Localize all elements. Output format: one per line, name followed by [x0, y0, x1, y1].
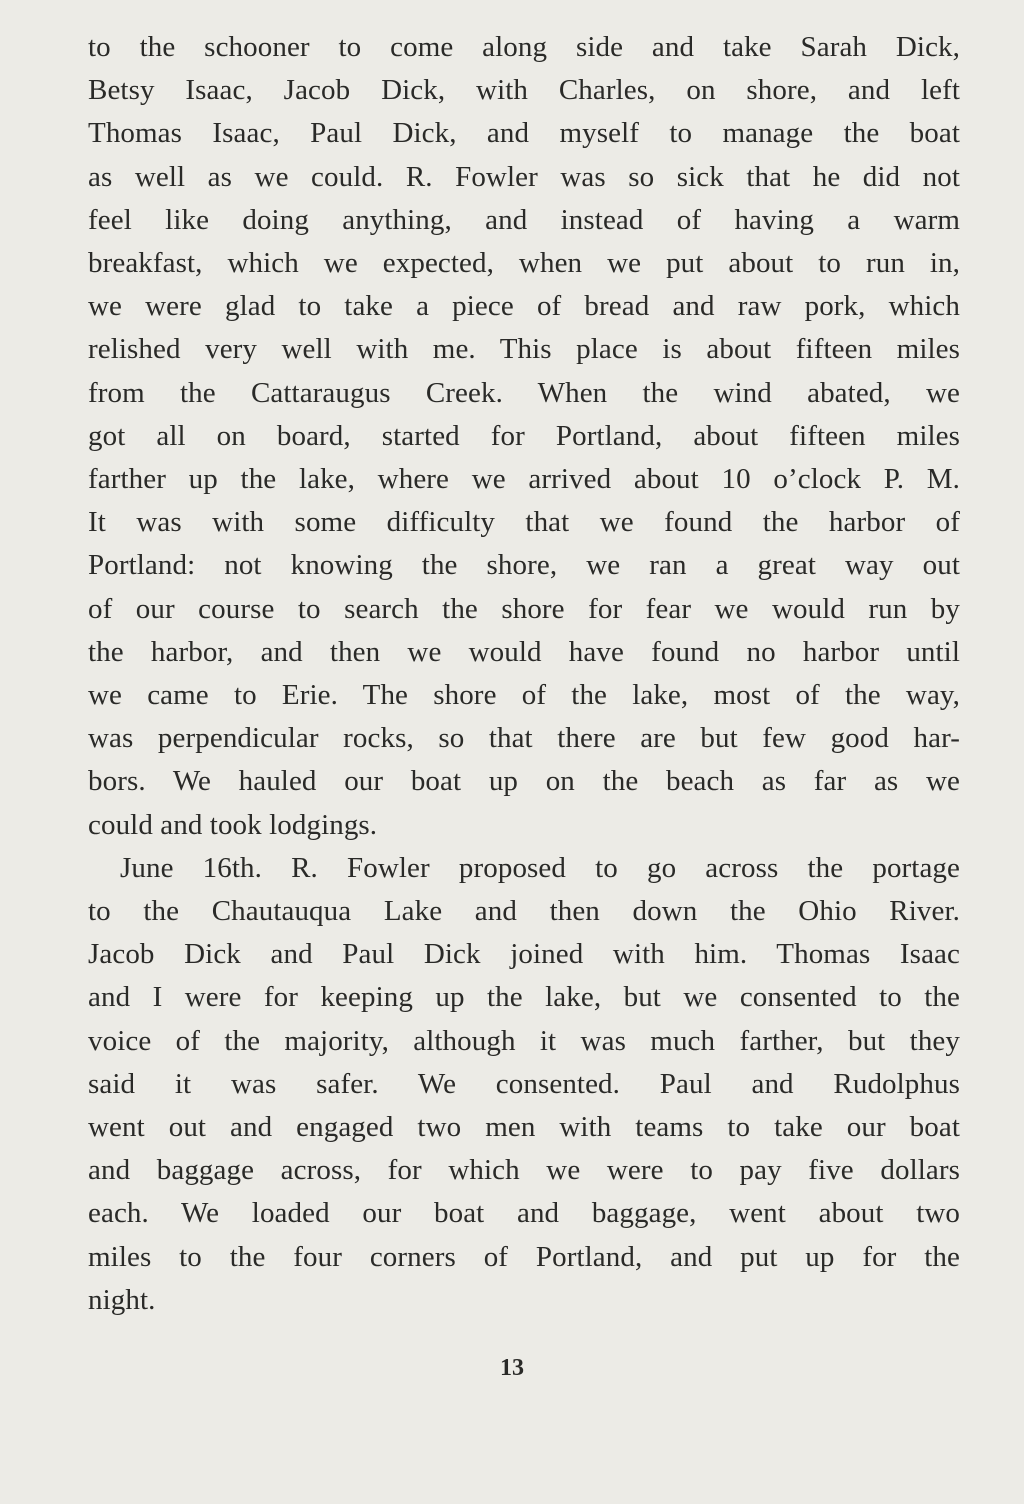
- text-line: and baggage across, for which we were to pay five dollars: [88, 1154, 960, 1187]
- text-line: each. We loaded our boat and baggage, went about two: [88, 1197, 960, 1230]
- text-line: voice of the majority, although it was much farther, but they: [88, 1024, 960, 1057]
- text-line: Thomas Isaac, Paul Dick, and myself to manage the boat: [88, 117, 960, 150]
- text-line: Portland: not knowing the shore, we ran a great way out: [88, 549, 960, 582]
- text-line: bors. We hauled our boat up on the beach as far as we: [88, 765, 960, 798]
- text-line: went out and engaged two men with teams to take our boat: [88, 1111, 960, 1144]
- text-line: we came to Erie. The shore of the lake, most of the way,: [88, 679, 960, 712]
- text-line: relished very well with me. This place is about fifteen miles: [88, 333, 960, 366]
- text-line: as well as we could. R. Fowler was so sick that he did not: [88, 160, 960, 193]
- text-line: the harbor, and then we would have found no harbor until: [88, 635, 960, 668]
- text-line: we were glad to take a piece of bread and raw pork, which: [88, 290, 960, 323]
- text-line: night.: [88, 1283, 156, 1316]
- text-line: to the schooner to come along side and take Sarah Dick,: [88, 31, 960, 63]
- text-line: and I were for keeping up the lake, but we consented to the: [88, 981, 960, 1014]
- text-line: It was with some difficulty that we found the harbor of: [88, 506, 960, 539]
- text-line: to the Chautauqua Lake and then down the Ohio River.: [88, 895, 960, 928]
- text-line: breakfast, which we expected, when we put about to run in,: [88, 247, 960, 280]
- text-line: from the Cattaraugus Creek. When the wind abated, we: [88, 376, 960, 409]
- text-line: was perpendicular rocks, so that there are but few good har-: [88, 722, 960, 755]
- paragraph-2: [88, 847, 960, 1322]
- body-text: [88, 26, 960, 1322]
- text-line: June 16th. R. Fowler proposed to go across the portage: [120, 851, 960, 884]
- paragraph-1: [88, 26, 960, 847]
- text-line: miles to the four corners of Portland, and put up for the: [88, 1240, 960, 1273]
- text-line: got all on board, started for Portland, about fifteen miles: [88, 419, 960, 452]
- text-line: Jacob Dick and Paul Dick joined with him. Thomas Isaac: [88, 938, 960, 971]
- text-line: of our course to search the shore for fear we would run by: [88, 592, 960, 625]
- text-line: could and took lodgings.: [88, 808, 378, 841]
- text-line: feel like doing anything, and instead of having a warm: [88, 203, 960, 236]
- page-number: 13: [500, 1355, 524, 1381]
- text-line: Betsy Isaac, Jacob Dick, with Charles, on shore, and left: [88, 74, 960, 107]
- text-line: farther up the lake, where we arrived about 10 o’clock P. M.: [88, 463, 960, 496]
- text-line: said it was safer. We consented. Paul and Rudolphus: [88, 1067, 960, 1100]
